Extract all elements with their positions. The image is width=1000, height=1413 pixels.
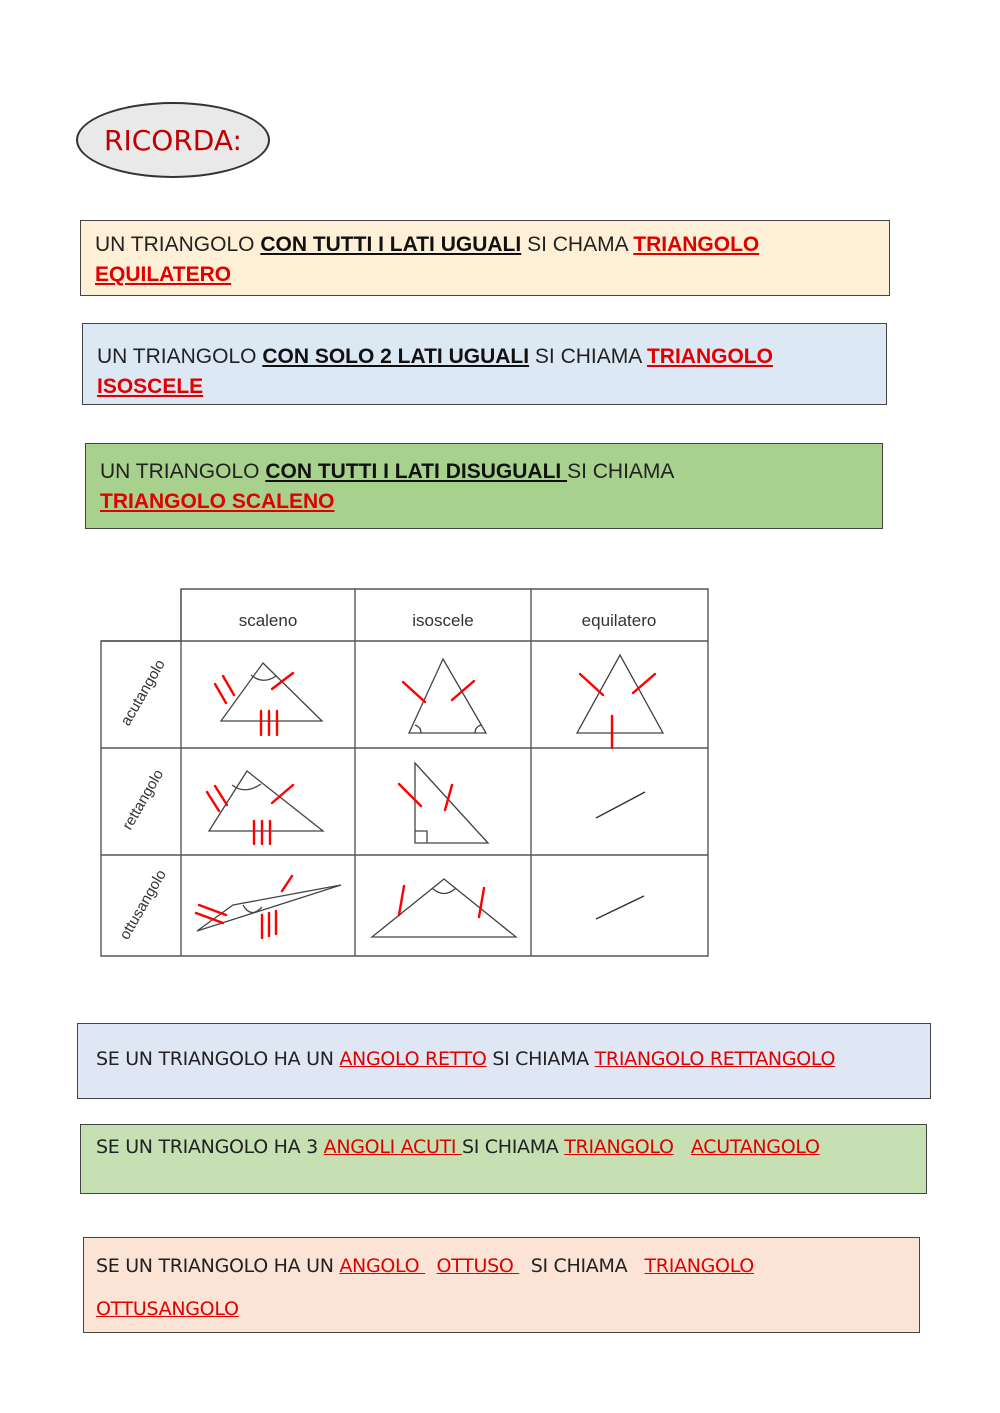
text: SI CHIAMA	[461, 1136, 565, 1158]
text: SI CHIAMA	[486, 1048, 595, 1070]
key-phrase: CON TUTTI I LATI UGUALI	[260, 233, 522, 256]
text: UN TRIANGOLO	[97, 345, 263, 368]
key-phrase: CON SOLO 2 LATI UGUALI	[262, 345, 530, 368]
key-phrase: ANGOLO RETTO	[339, 1048, 487, 1070]
term: TRIANGOLO SCALENO	[100, 490, 335, 513]
spacer	[425, 1255, 436, 1277]
triangle-classification-table	[95, 585, 715, 960]
term: OTTUSANGOLO	[96, 1298, 239, 1320]
key-phrase: ANGOLO	[339, 1255, 426, 1277]
text: SE UN TRIANGOLO HA UN	[96, 1255, 340, 1277]
row-header-acutangolo: acutangolo	[117, 656, 169, 729]
column-header-equilatero: equilatero	[581, 611, 657, 630]
text: SI CHIAMA	[529, 345, 647, 368]
table-grid	[101, 589, 708, 956]
key-phrase: CON TUTTI I LATI DISUGUALI	[265, 460, 568, 483]
text: SE UN TRIANGOLO HA UN	[96, 1048, 340, 1070]
term: TRIANGOLO	[644, 1255, 754, 1277]
text: UN TRIANGOLO	[95, 233, 261, 256]
equilatero-definition	[80, 220, 890, 296]
rettangolo-definition	[77, 1023, 931, 1099]
term: TRIANGOLO	[564, 1136, 674, 1158]
text: SE UN TRIANGOLO HA 3	[96, 1136, 324, 1158]
row-header-ottusangolo: ottusangolo	[116, 866, 170, 943]
scaleno-definition	[85, 443, 883, 529]
text: SI CHIAMA	[567, 460, 675, 483]
key-phrase: ANGOLI ACUTI	[323, 1136, 462, 1158]
isoscele-definition	[82, 323, 887, 405]
acutangolo-definition	[80, 1124, 927, 1194]
column-header-scaleno: scaleno	[238, 611, 298, 630]
ricorda-title: RICORDA:	[104, 123, 242, 157]
term: TRIANGOLO EQUILATERO	[95, 233, 760, 286]
triangle-drawings	[197, 655, 663, 937]
term: ACUTANGOLO	[690, 1136, 820, 1158]
spacer	[674, 1136, 691, 1158]
term: TRIANGOLO RETTANGOLO	[594, 1048, 836, 1070]
equal-side-marks	[196, 673, 655, 938]
column-header-isoscele: isoscele	[412, 611, 474, 630]
text: UN TRIANGOLO	[100, 460, 266, 483]
term: TRIANGOLO ISOSCELE	[97, 345, 773, 398]
ottusangolo-definition	[83, 1237, 920, 1333]
key-phrase: OTTUSO	[436, 1255, 520, 1277]
text: SI CHIAMA	[519, 1255, 645, 1277]
row-header-rettangolo: rettangolo	[119, 766, 168, 833]
text: SI CHAMA	[521, 233, 634, 256]
ricorda-badge	[76, 102, 270, 178]
